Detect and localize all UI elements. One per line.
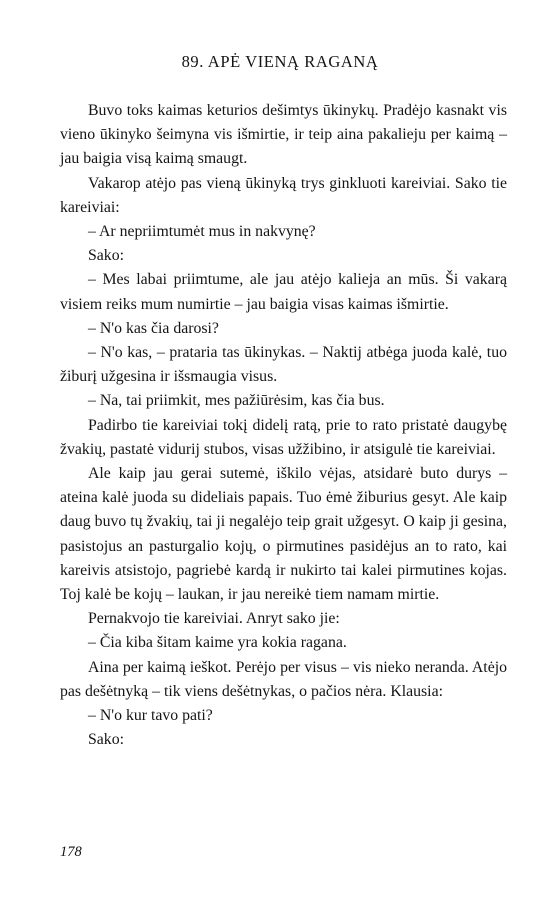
paragraph: Sako: xyxy=(88,247,124,265)
paragraph: Aina per kaimą ieškot. Perėjo per visus – vis nieko neranda. Atėjo pas dešėtnyką – tik viens dešėtnykas, o pačios nėra. Klausia: xyxy=(60,658,507,700)
chapter-title: 89. APĖ VIENĄ RAGANĄ xyxy=(181,52,379,71)
paragraph: Padirbo tie kareiviai tokį didelį ratą, prie to rato pristatė daugybę žvakių, pastatė vidurij stubos, visas užžibino, ir atsigulė tie kareiviai. xyxy=(60,416,507,458)
paragraph: Vakarop atėjo pas vieną ūkinyką trys ginkluoti kareiviai. Sako tie kareiviai: xyxy=(60,174,507,216)
paragraph: – Mes labai priimtume, ale jau atėjo kalieja an mūs. Ši vakarą visiem reiks mum numirtie – jau baigia visas kaimas išmirtie. xyxy=(60,271,507,313)
page-number: 178 xyxy=(60,844,82,860)
paragraph: – N'o kur tavo pati? xyxy=(88,707,213,725)
paragraph: – Na, tai priimkit, mes pažiūrėsim, kas čia bus. xyxy=(88,392,385,410)
paragraph: Ale kaip jau gerai sutemė, iškilo vėjas, atsidarė buto durys – ateina kalė juoda su dideliais papais. Tuo ėmė žiburius gesyt. Ale kaip daug buvo tų žvakių, tai ji negalėjo teip grait užgesyt. O kaip ji gesina, pasistojus an pasturgalio kojų, o pirmutines pasidėjus an to rato, kai kareivis atsistojo, pagriebė kardą ir nukirto tai kalei pirmutines kojas. Toj kalė be kojų – laukan, ir jau nereikė tiem namam mirtie. xyxy=(60,465,507,604)
paragraph: Buvo toks kaimas keturios dešimtys ūkinykų. Pradėjo kasnakt vis vieno ūkinyko šeimyna vis išmirtie, ir teip aina pakalieju per kaimą – jau baigia visą kaimą smaugt. xyxy=(60,102,507,168)
story-body xyxy=(60,99,507,752)
paragraph: – Ar nepriimtumėt mus in nakvynę? xyxy=(88,223,316,241)
paragraph: Pernakvojo tie kareiviai. Anryt sako jie: xyxy=(88,610,340,628)
paragraph: – Čia kiba šitam kaime yra kokia ragana. xyxy=(88,634,347,652)
paragraph: – N'o kas, – prataria tas ūkinykas. – Naktij atbėga juoda kalė, tuo žiburį užgesina ir išsmaugia visus. xyxy=(60,344,507,386)
paragraph: – N'o kas čia darosi? xyxy=(88,319,219,337)
paragraph: Sako: xyxy=(88,731,124,749)
